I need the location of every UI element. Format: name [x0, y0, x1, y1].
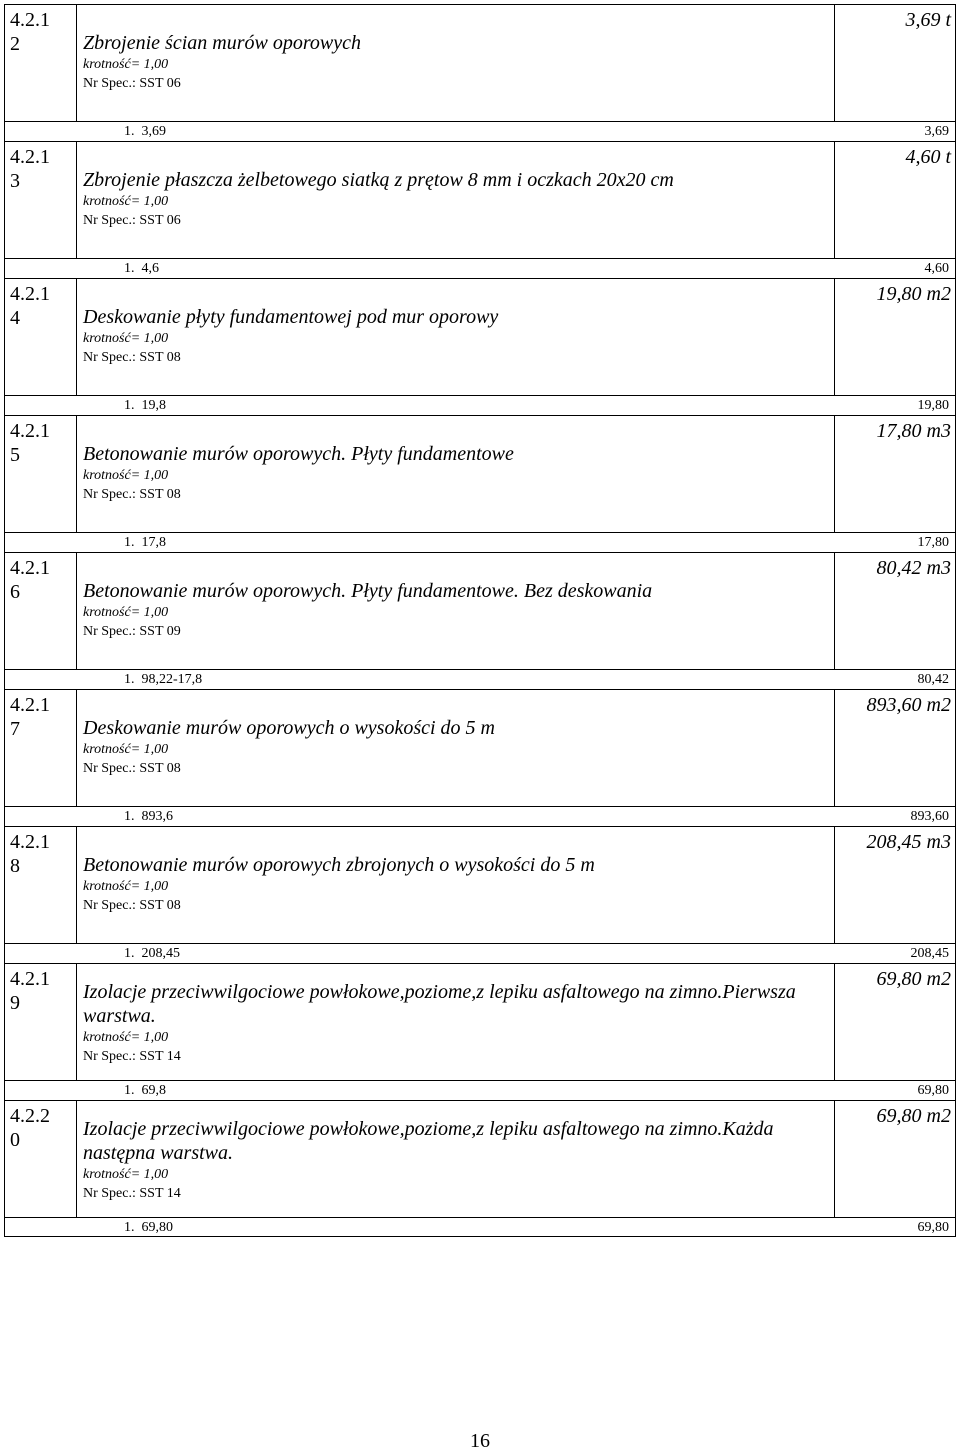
table-row: [4, 1100, 956, 1217]
item-multiplier: krotność= 1,00: [83, 742, 169, 757]
item-number: 4.2.1 8: [5, 827, 77, 943]
item-number: 4.2.1 5: [5, 416, 77, 532]
item-multiplier: krotność= 1,00: [83, 1030, 169, 1045]
item-description: [77, 827, 835, 943]
item-description: [77, 416, 835, 532]
calculation-row: [4, 943, 956, 963]
item-multiplier: krotność= 1,00: [83, 605, 169, 620]
item-spec: Nr Spec.: SST 06: [83, 213, 181, 228]
item-quantity: 4,60 t: [905, 146, 951, 168]
item-title: Izolacje przeciwwilgociowe powłokowe,poziome,z lepiku asfaltowego na zimno.Każda następna warstwa.: [83, 1118, 774, 1164]
table-row: [4, 415, 956, 532]
item-spec: Nr Spec.: SST 08: [83, 350, 181, 365]
calculation-formula: 1. 208,45: [124, 946, 180, 961]
item-quantity: 19,80 m2: [876, 283, 951, 305]
item-spec: Nr Spec.: SST 06: [83, 76, 181, 91]
item-spec: Nr Spec.: SST 09: [83, 624, 181, 639]
item-quantity: 208,45 m3: [866, 831, 951, 853]
calculation-row: [4, 121, 956, 141]
item-title: Izolacje przeciwwilgociowe powłokowe,poziome,z lepiku asfaltowego na zimno.Pierwsza warstwa.: [83, 981, 796, 1027]
calculation-row: [4, 1217, 956, 1237]
item-description: [77, 553, 835, 669]
item-quantity: 3,69 t: [905, 9, 951, 31]
item-description: [77, 142, 835, 258]
item-number: 4.2.1 6: [5, 553, 77, 669]
item-quantity: 17,80 m3: [876, 420, 951, 442]
item-description: [77, 279, 835, 395]
table-row: [4, 4, 956, 121]
table-row: [4, 826, 956, 943]
table-row: [4, 141, 956, 258]
calculation-formula: 1. 893,6: [124, 809, 173, 824]
item-spec: Nr Spec.: SST 08: [83, 761, 181, 776]
calculation-result: 17,80: [917, 535, 949, 550]
calculation-result: 80,42: [917, 672, 949, 687]
item-description: [77, 1101, 835, 1217]
calculation-row: [4, 532, 956, 552]
calculation-row: [4, 258, 956, 278]
item-number: 4.2.1 9: [5, 964, 77, 1080]
calculation-result: 208,45: [910, 946, 949, 961]
calculation-formula: 1. 98,22-17,8: [124, 672, 203, 687]
item-number: 4.2.1 7: [5, 690, 77, 806]
calculation-result: 4,60: [924, 261, 949, 276]
calculation-formula: 1. 3,69: [124, 124, 166, 139]
item-spec: Nr Spec.: SST 14: [83, 1049, 181, 1064]
item-title: Deskowanie płyty fundamentowej pod mur oporowy: [83, 306, 499, 328]
calculation-result: 3,69: [924, 124, 949, 139]
item-multiplier: krotność= 1,00: [83, 194, 169, 209]
calculation-formula: 1. 69,80: [124, 1220, 173, 1235]
calculation-result: 19,80: [917, 398, 949, 413]
item-title: Betonowanie murów oporowych zbrojonych o wysokości do 5 m: [83, 854, 595, 876]
item-description: [77, 5, 835, 121]
item-title: Deskowanie murów oporowych o wysokości do 5 m: [83, 717, 495, 739]
calculation-result: 893,60: [910, 809, 949, 824]
item-multiplier: krotność= 1,00: [83, 468, 169, 483]
table-row: [4, 963, 956, 1080]
item-number: 4.2.1 3: [5, 142, 77, 258]
table-row: [4, 689, 956, 806]
item-title: Zbrojenie płaszcza żelbetowego siatką z prętow 8 mm i oczkach 20x20 cm: [83, 169, 674, 191]
item-title: Betonowanie murów oporowych. Płyty fundamentowe. Bez deskowania: [83, 580, 653, 602]
item-spec: Nr Spec.: SST 08: [83, 487, 181, 502]
item-number: 4.2.1 2: [5, 5, 77, 121]
item-title: Zbrojenie ścian murów oporowych: [83, 32, 361, 54]
item-number: 4.2.1 4: [5, 279, 77, 395]
item-spec: Nr Spec.: SST 14: [83, 1186, 181, 1201]
item-quantity: 80,42 m3: [876, 557, 951, 579]
table-row: [4, 278, 956, 395]
item-multiplier: krotność= 1,00: [83, 57, 169, 72]
item-description: [77, 690, 835, 806]
calculation-formula: 1. 19,8: [124, 398, 166, 413]
item-number: 4.2.2 0: [5, 1101, 77, 1217]
item-quantity: 69,80 m2: [876, 968, 951, 990]
item-spec: Nr Spec.: SST 08: [83, 898, 181, 913]
calculation-result: 69,80: [917, 1220, 949, 1235]
calculation-row: [4, 806, 956, 826]
item-description: [77, 964, 835, 1080]
calculation-formula: 1. 69,8: [124, 1083, 166, 1098]
table-row: [4, 552, 956, 669]
page-number: 16: [470, 1430, 490, 1452]
item-multiplier: krotność= 1,00: [83, 1167, 169, 1182]
cost-estimate-table: [4, 4, 956, 1237]
calculation-row: [4, 1080, 956, 1100]
calculation-result: 69,80: [917, 1083, 949, 1098]
calculation-row: [4, 669, 956, 689]
item-title: Betonowanie murów oporowych. Płyty fundamentowe: [83, 443, 514, 465]
calculation-row: [4, 395, 956, 415]
calculation-formula: 1. 17,8: [124, 535, 166, 550]
item-multiplier: krotność= 1,00: [83, 331, 169, 346]
calculation-formula: 1. 4,6: [124, 261, 159, 276]
item-quantity: 893,60 m2: [866, 694, 951, 716]
item-multiplier: krotność= 1,00: [83, 879, 169, 894]
item-quantity: 69,80 m2: [876, 1105, 951, 1127]
